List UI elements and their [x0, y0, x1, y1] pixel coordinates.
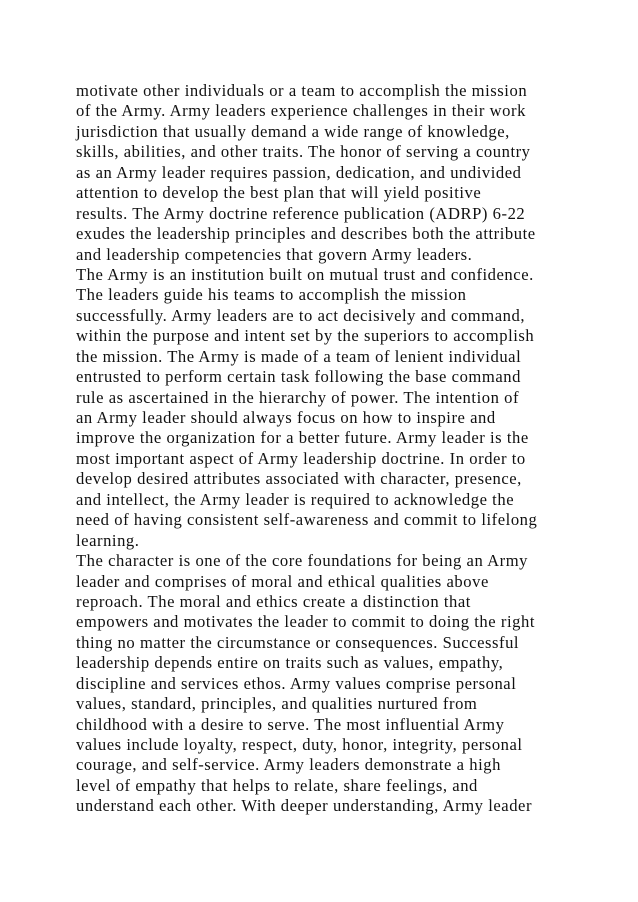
text-line: empowers and motivates the leader to commit to doing the right — [76, 612, 535, 632]
text-line: leadership depends entire on traits such as values, empathy, — [76, 653, 504, 673]
text-line: courage, and self-service. Army leaders demonstrate a high — [76, 755, 501, 775]
text-line: entrusted to perform certain task following the base command — [76, 367, 521, 387]
text-line: successfully. Army leaders are to act decisively and command, — [76, 305, 526, 325]
text-line: values, standard, principles, and qualities nurtured from — [76, 694, 478, 714]
text-line: values include loyalty, respect, duty, honor, integrity, personal — [76, 735, 523, 754]
text-line: attention to develop the best plan that will yield positive — [76, 183, 482, 203]
text-line: improve the organization for a better future. Army leader is the — [76, 428, 529, 448]
text-line: understand each other. With deeper understanding, Army leader — [76, 796, 533, 816]
text-line: level of empathy that helps to relate, share feelings, and — [76, 775, 478, 795]
text-line: motivate other individuals or a team to accomplish the mission — [76, 81, 528, 100]
text-line: results. The Army doctrine reference publication (ADRP) 6-22 — [76, 203, 526, 223]
text-line: and intellect, the Army leader is required to acknowledge the — [76, 489, 515, 509]
text-line: jurisdiction that usually demand a wide range of knowledge, — [76, 121, 510, 141]
text-line: leader and comprises of moral and ethical qualities above — [76, 571, 489, 591]
text-line: need of having consistent self-awareness and commit to lifelong — [76, 510, 538, 530]
text-line: of the Army. Army leaders experience challenges in their work — [76, 101, 526, 121]
text-line: an Army leader should always focus on how to inspire and — [76, 408, 496, 427]
text-line: childhood with a desire to serve. The most influential Army — [76, 714, 505, 734]
text-line: The character is one of the core foundations for being an Army — [76, 551, 529, 571]
text-line: and leadership competencies that govern Army leaders. — [76, 244, 473, 264]
text-line: rule as ascertained in the hierarchy of power. The intention of — [76, 387, 520, 407]
text-line: learning. — [76, 530, 140, 550]
text-line: within the purpose and intent set by the superiors to accomplish — [76, 326, 535, 346]
text-line: most important aspect of Army leadership doctrine. In order to — [76, 448, 526, 468]
text-line: reproach. The moral and ethics create a distinction that — [76, 591, 471, 611]
text-line: thing no matter the circumstance or consequences. Successful — [76, 632, 520, 652]
text-line: exudes the leadership principles and describes both the attribute — [76, 224, 536, 244]
text-line: discipline and services ethos. Army values comprise personal — [76, 673, 517, 693]
text-line: as an Army leader requires passion, dedication, and undivided — [76, 162, 522, 182]
text-line: the mission. The Army is made of a team of lenient individual — [76, 346, 522, 366]
body-text — [76, 81, 636, 817]
text-line: develop desired attributes associated with character, presence, — [76, 469, 522, 489]
text-line: The Army is an institution built on mutual trust and confidence. — [76, 264, 534, 284]
text-line: The leaders guide his teams to accomplish the mission — [76, 285, 467, 305]
text-line: skills, abilities, and other traits. The honor of serving a country — [76, 142, 531, 162]
